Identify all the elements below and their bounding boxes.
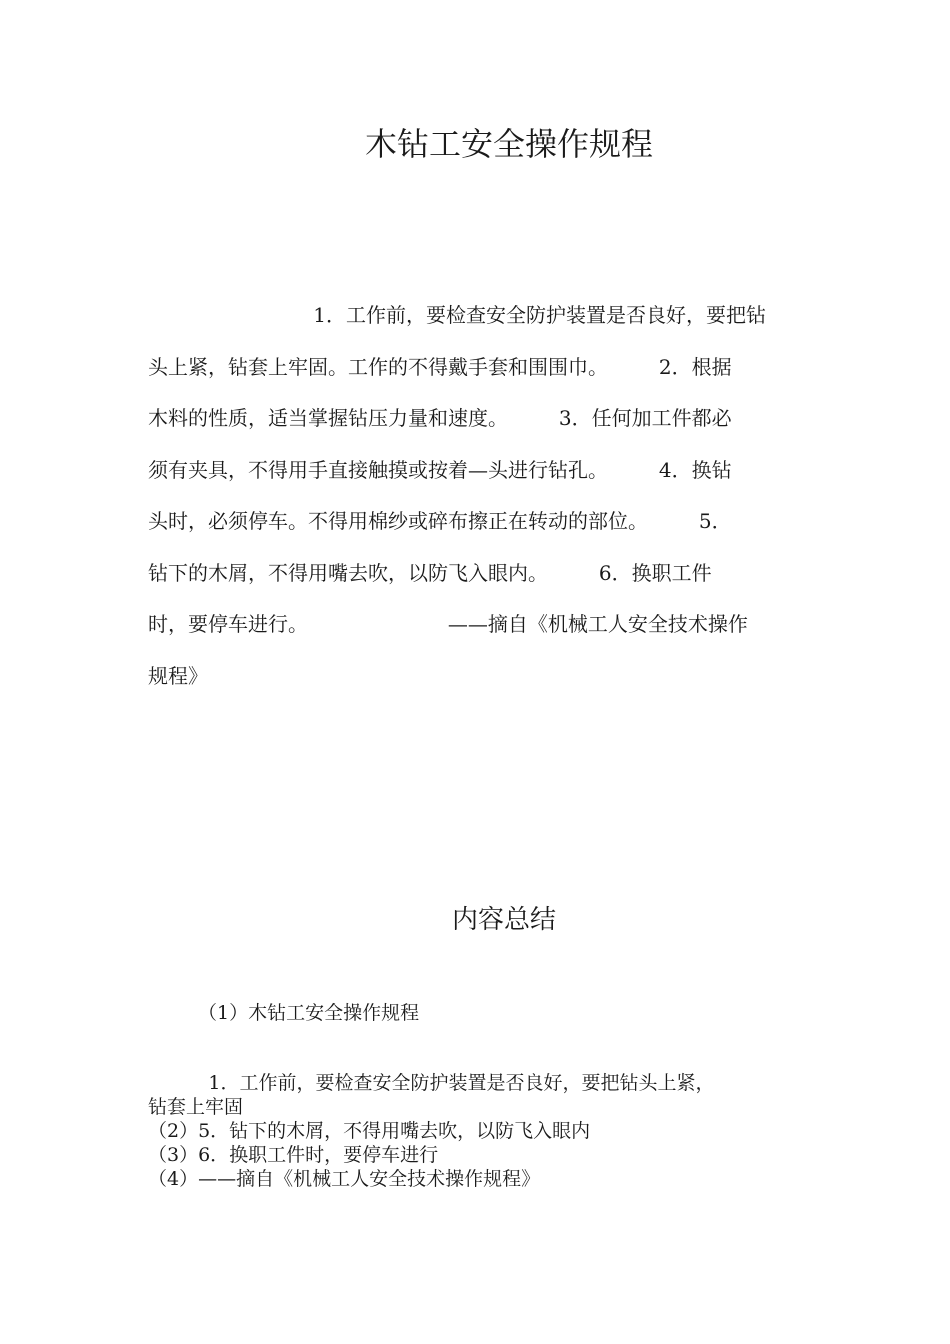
body-line: 须有夹具，不得用手直接触摸或按着—头进行钻孔。 4．换钻 <box>148 457 732 482</box>
summary-line: （2）5．钻下的木屑，不得用嘴去吹，以防飞入眼内 <box>148 1120 591 1142</box>
summary-line: （3）6．换职工件时，要停车进行 <box>148 1144 439 1166</box>
body-line: 1．工作前，要检查安全防护装置是否良好，要把钻 <box>148 303 767 327</box>
body-line: 头上紧，钻套上牢固。工作的不得戴手套和围围巾。 2．根据 <box>148 354 732 379</box>
summary-line: 钻套上牢固 <box>148 1096 244 1118</box>
body-line: 规程》 <box>148 663 208 688</box>
body-line: 钻下的木屑，不得用嘴去吹，以防飞入眼内。 6．换职工件 <box>148 560 712 585</box>
body-line: 头时，必须停车。不得用棉纱或碎布擦正在转动的部位。 5． <box>148 509 732 533</box>
summary-list <box>148 1071 808 1191</box>
body-line: 时，要停车进行。 ——摘自《机械工人安全技术操作 <box>148 612 748 636</box>
summary-item: （1）木钻工安全操作规程 <box>198 1002 420 1024</box>
body-paragraph <box>148 290 800 702</box>
summary-line: 1．工作前，要检查安全防护装置是否良好，要把钻头上紧， <box>148 1072 715 1094</box>
summary-heading: 内容总结 <box>451 905 556 935</box>
summary-line: （4）——摘自《机械工人安全技术操作规程》 <box>148 1168 541 1190</box>
document-title: 木钻工安全操作规程 <box>364 125 653 163</box>
body-line: 木料的性质，适当掌握钻压力量和速度。 3．任何加工件都必 <box>148 406 732 430</box>
